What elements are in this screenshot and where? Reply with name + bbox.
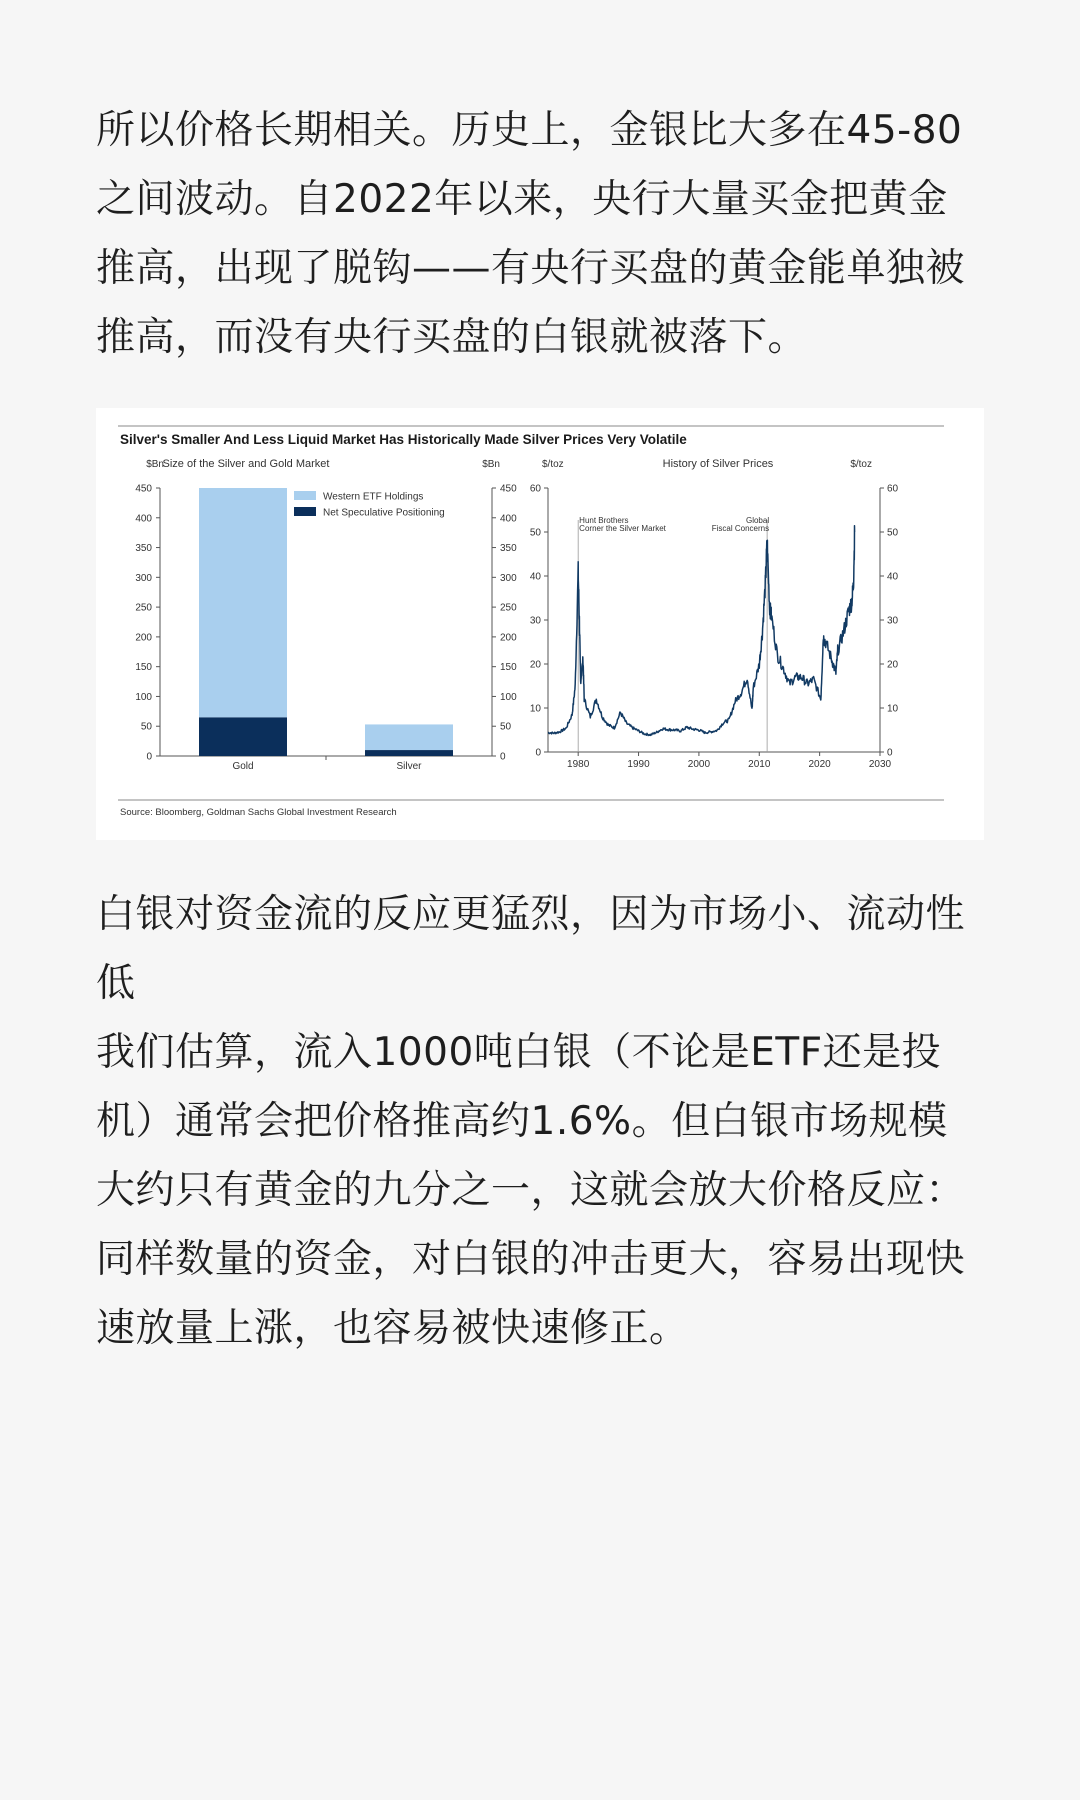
line-x-tick-label: 2030 [868, 759, 892, 770]
bar-y-tick-label-right: 400 [500, 513, 517, 525]
bar-y-tick-label-right: 200 [500, 632, 517, 644]
annotation-label: Corner the Silver Market [579, 524, 666, 533]
bar-y-tick-label: 50 [140, 721, 152, 733]
line-y-tick-label-right: 50 [887, 527, 899, 539]
bar-y-tick-label: 100 [135, 691, 152, 703]
chart-figure [96, 408, 984, 840]
bar-y-tick-label: 450 [135, 483, 152, 495]
line-x-tick-label: 1980 [567, 759, 590, 770]
bar-y-tick-label: 150 [135, 662, 152, 674]
bar-y-tick-label-right: 0 [500, 751, 506, 763]
paragraph-line: 推高，出现了脱钩——有央行买盘的黄金能单独被 [96, 246, 966, 291]
bar-chart-title: Size of the Silver and Gold Market [162, 458, 330, 470]
line-y-tick-label: 10 [529, 703, 541, 715]
bar-y-tick-label-right: 250 [500, 602, 517, 614]
line-chart-right-unit: $/toz [850, 459, 872, 470]
paragraph-2 [96, 880, 986, 1363]
legend-swatch [294, 507, 316, 516]
line-y-tick-label-right: 0 [887, 747, 893, 759]
line-y-tick-label: 30 [529, 615, 541, 627]
line-y-tick-label-right: 40 [887, 571, 899, 583]
paragraph-line: 速放量上涨，也容易被快速修正。 [96, 1306, 689, 1351]
line-chart-left-unit: $/toz [542, 459, 564, 470]
line-x-tick-label: 2020 [808, 759, 831, 770]
paragraph-line: 低 [96, 961, 136, 1006]
line-x-tick-label: 2000 [687, 759, 711, 770]
line-y-tick-label-right: 20 [887, 659, 899, 671]
line-x-tick-label: 2010 [748, 759, 771, 770]
paragraph-line: 白银对资金流的反应更猛烈，因为市场小、流动性 [96, 892, 966, 937]
paragraph-line: 大约只有黄金的九分之一，这就会放大价格反应： [96, 1168, 966, 1213]
legend-swatch [294, 491, 316, 500]
line-chart-title: History of Silver Prices [662, 458, 774, 470]
bar-category-label: Gold [232, 761, 254, 772]
line-y-tick-label: 0 [535, 747, 541, 759]
paragraph-line: 之间波动。自2022年以来，央行大量买金把黄金 [96, 177, 948, 222]
line-y-tick-label: 50 [529, 527, 541, 539]
paragraph-line: 推高，而没有央行买盘的白银就被落下。 [96, 315, 808, 360]
bar-y-tick-label: 0 [146, 751, 152, 763]
bar-gold-net-speculative-positioning [199, 717, 287, 756]
bar-y-tick-label: 200 [135, 632, 152, 644]
paragraph-line: 机）通常会把价格推高约1.6%。但白银市场规模 [96, 1099, 948, 1144]
line-y-tick-label-right: 10 [887, 703, 899, 715]
bar-y-tick-label: 250 [135, 602, 152, 614]
bar-gold-western-etf-holdings [199, 488, 287, 717]
legend-label: Net Speculative Positioning [323, 507, 445, 519]
bar-silver-net-speculative-positioning [365, 750, 453, 756]
bar-y-tick-label-right: 100 [500, 691, 517, 703]
line-y-tick-label-right: 30 [887, 615, 899, 627]
paragraph-1 [96, 96, 986, 372]
annotation-label: Global [745, 516, 770, 525]
figure-title: Silver's Smaller And Less Liquid Market Has Historically Made Silver Prices Very Volatile [120, 432, 687, 447]
line-y-tick-label: 40 [529, 571, 541, 583]
bar-chart-right-unit: $Bn [482, 459, 500, 470]
line-chart [530, 484, 899, 771]
bar-y-tick-label: 300 [135, 572, 152, 584]
bar-y-tick-label-right: 50 [500, 721, 512, 733]
bar-y-tick-label: 400 [135, 513, 152, 525]
paragraph-line: 所以价格长期相关。历史上，金银比大多在45-80 [96, 108, 963, 153]
silver-price-series-line [548, 526, 855, 736]
line-x-tick-label: 1990 [627, 759, 650, 770]
bar-y-tick-label-right: 300 [500, 572, 517, 584]
bar-chart-left-unit: $Bn [146, 459, 164, 470]
bar-chart [135, 484, 517, 773]
bar-y-tick-label-right: 450 [500, 483, 517, 495]
annotation-label: Fiscal Concerns [711, 524, 770, 533]
chart-figure-svg [96, 408, 984, 840]
legend-label: Western ETF Holdings [323, 491, 424, 503]
line-y-tick-label: 20 [529, 659, 541, 671]
paragraph-line: 同样数量的资金，对白银的冲击更大，容易出现快 [96, 1237, 966, 1282]
bar-y-tick-label: 350 [135, 543, 152, 555]
bar-category-label: Silver [396, 761, 422, 772]
bar-y-tick-label-right: 150 [500, 662, 517, 674]
annotation-label: Hunt Brothers [579, 516, 629, 525]
line-y-tick-label-right: 60 [887, 483, 899, 495]
bar-y-tick-label-right: 350 [500, 543, 517, 555]
line-y-tick-label: 60 [529, 483, 541, 495]
bar-silver-western-etf-holdings [365, 724, 453, 750]
paragraph-line: 我们估算，流入1000吨白银（不论是ETF还是投 [96, 1030, 942, 1075]
figure-source: Source: Bloomberg, Goldman Sachs Global Investment Research [120, 807, 397, 818]
